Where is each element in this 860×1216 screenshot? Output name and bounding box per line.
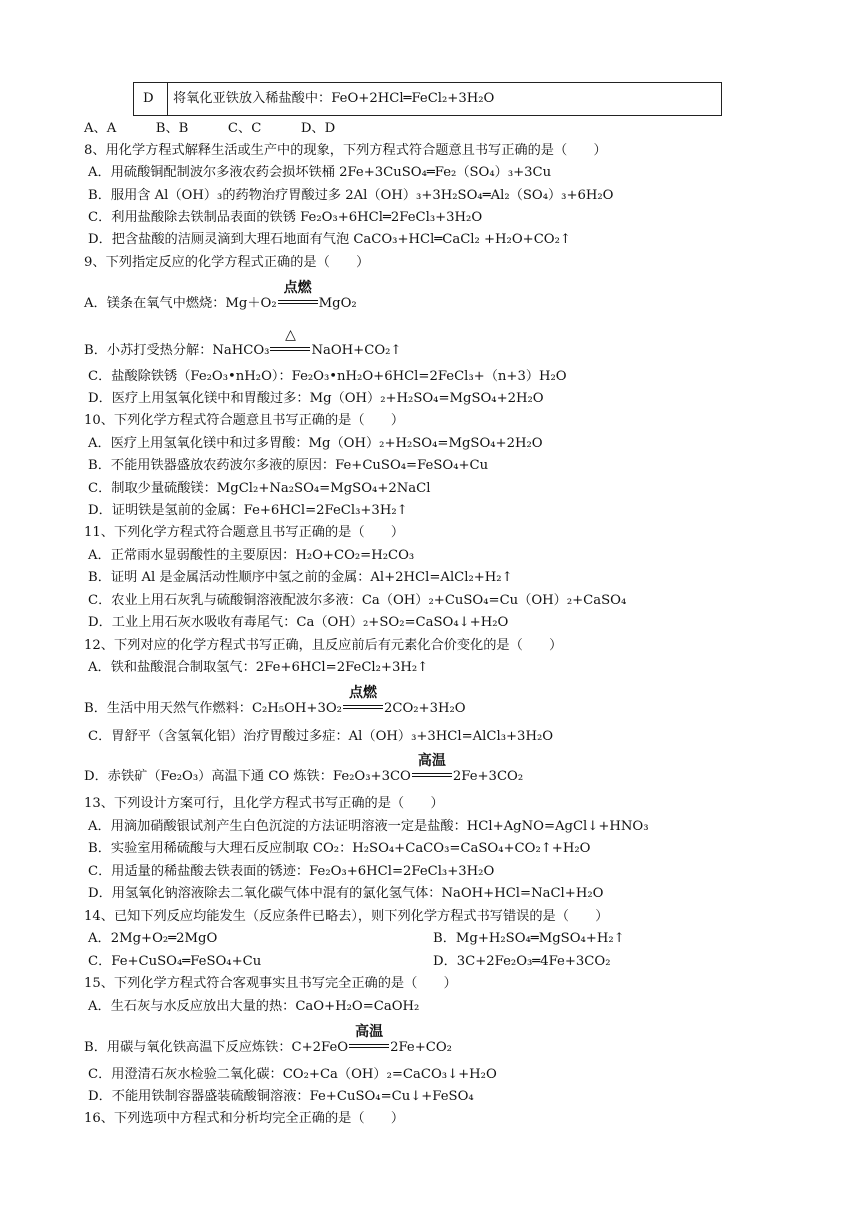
reaction-condition: 点燃 <box>343 697 383 715</box>
question-12-stem: 12、下列对应的化学方程式书写正确，且反应前后有元素化合价变化的是（ ） <box>84 638 563 653</box>
q13-option-d: D．用氢氧化钠溶液除去二氧化碳气体中混有的氯化氢气体：NaOH+HCl=NaCl+H₂O <box>88 886 604 901</box>
equals-sign <box>349 1044 389 1048</box>
q15-option-a: A．生石灰与水反应放出大量的热：CaO+H₂O=CaOH₂ <box>88 999 420 1014</box>
q11-option-c: C．农业上用石灰乳与硫酸铜溶液配波尔多液：Ca（OH）₂+CuSO₄=Cu（OH）₂+CaSO₄ <box>88 593 627 608</box>
q13-option-b: B．实验室用稀硫酸与大理石反应制取 CO₂：H₂SO₄+CaCO₃=CaSO₄+CO₂↑+H₂O <box>88 841 591 856</box>
q13-option-c: C．用适量的稀盐酸去铁表面的锈迹：Fe₂O₃+6HCl=2FeCl₃+3H₂O <box>88 864 495 879</box>
equals-sign <box>278 300 318 304</box>
q8-option-b: B．服用含 Al（OH）₃的药物治疗胃酸过多 2Al（OH）₃+3H₂SO₄═Al₂（SO₄）₃+6H₂O <box>88 188 614 203</box>
equals-sign <box>270 347 310 351</box>
q8-option-d: D．把含盐酸的洁厕灵滴到大理石地面有气泡 CaCO₃+HCl═CaCl₂ +H₂O+CO₂↑ <box>88 232 571 247</box>
q9-option-a: A．镁条在氧气中燃烧：Mg＋O₂ 点燃 MgO₂ <box>84 280 357 311</box>
q14-option-b: B．Mg+H₂SO₄═MgSO₄+H₂↑ <box>433 931 625 946</box>
q12-option-b: B．生活中用天然气作燃料：C₂H₅OH+3O₂ 点燃 2CO₂+3H₂O <box>84 685 466 716</box>
question-8-stem: 8、用化学方程式解释生活或生产中的现象，下列方程式符合题意且书写正确的是（ ） <box>84 143 607 158</box>
q11-option-b: B．证明 Al 是金属活动性顺序中氢之前的金属：Al+2HCl=AlCl₂+H₂↑ <box>88 570 513 585</box>
question-10-stem: 10、下列化学方程式符合题意且书写正确的是（ ） <box>84 413 405 428</box>
q9-option-d: D．医疗上用氢氧化镁中和胃酸过多：Mg（OH）₂+H₂SO₄=MgSO₄+2H₂O <box>88 391 544 406</box>
q15-option-c: C．用澄清石灰水检验二氧化碳：CO₂+Ca（OH）₂=CaCO₃↓+H₂O <box>88 1067 497 1082</box>
q14-option-c: C．Fe+CuSO₄═FeSO₄+Cu <box>88 954 262 969</box>
question-13-stem: 13、下列设计方案可行，且化学方程式书写正确的是（ ） <box>84 796 444 811</box>
question-9-stem: 9、下列指定反应的化学方程式正确的是（ ） <box>84 255 370 270</box>
q12-option-c: C．胃舒平（含氢氧化铝）治疗胃酸过多症：Al（OH）₃+3HCl=AlCl₃+3H₂O <box>88 729 554 744</box>
equals-sign <box>343 705 383 709</box>
question-11-stem: 11、下列化学方程式符合题意且书写正确的是（ ） <box>84 525 405 540</box>
q15-option-d: D．不能用铁制容器盛装硫酸铜溶液：Fe+CuSO₄=Cu↓+FeSO₄ <box>88 1089 474 1104</box>
reaction-condition: 高温 <box>412 765 452 783</box>
question-15-stem: 15、下列化学方程式符合客观事实且书写完全正确的是（ ） <box>84 976 457 991</box>
q11-option-d: D．工业上用石灰水吸收有毒尾气：Ca（OH）₂+SO₂=CaSO₄↓+H₂O <box>88 615 509 630</box>
q15-option-b: B．用碳与氧化铁高温下反应炼铁：C+2FeO 高温 2Fe+CO₂ <box>84 1024 452 1055</box>
q12-option-a: A．铁和盐酸混合制取氢气：2Fe+6HCl=2FeCl₂+3H₂↑ <box>88 660 429 675</box>
answer-table-row-d <box>133 82 722 116</box>
q9-option-b: B．小苏打受热分解：NaHCO₃ △ NaOH+CO₂↑ <box>84 327 402 358</box>
q10-option-a: A．医疗上用氢氧化镁中和过多胃酸：Mg（OH）₂+H₂SO₄=MgSO₄+2H₂O <box>88 436 543 451</box>
q9-option-c: C．盐酸除铁锈（Fe₂O₃•nH₂O）：Fe₂O₃•nH₂O+6HCl=2FeCl₃+（n+3）H₂O <box>88 369 567 384</box>
reaction-condition: △ <box>270 339 310 357</box>
answer-options: A、A B、B C、C D、D <box>84 121 336 136</box>
q8-option-a: A．用硫酸铜配制波尔多液农药会损坏铁桶 2Fe+3CuSO₄═Fe₂（SO₄）₃+3Cu <box>88 165 552 180</box>
q12-option-d: D．赤铁矿（Fe₂O₃）高温下通 CO 炼铁：Fe₂O₃+3CO 高温 2Fe+3CO₂ <box>84 753 524 784</box>
q14-option-d: D．3C+2Fe₂O₃═4Fe+3CO₂ <box>433 954 611 969</box>
q10-option-c: C．制取少量硫酸镁：MgCl₂+Na₂SO₄=MgSO₄+2NaCl <box>88 481 431 496</box>
q13-option-a: A．用滴加硝酸银试剂产生白色沉淀的方法证明溶液一定是盐酸：HCl+AgNO=AgCl↓+HNO₃ <box>88 819 649 834</box>
q10-option-b: B．不能用铁器盛放农药波尔多液的原因：Fe+CuSO₄=FeSO₄+Cu <box>88 458 489 473</box>
reaction-condition: 点燃 <box>278 292 318 310</box>
q14-option-a: A．2Mg+O₂═2MgO <box>88 931 218 946</box>
table-cell-label: D <box>134 83 168 115</box>
q8-option-c: C．利用盐酸除去铁制品表面的铁锈 Fe₂O₃+6HCl═2FeCl₃+3H₂O <box>88 210 483 225</box>
table-cell-text: 将氧化亚铁放入稀盐酸中：FeO+2HCl═FeCl₂+3H₂O <box>173 91 495 106</box>
q10-option-d: D．证明铁是氢前的金属：Fe+6HCl=2FeCl₃+3H₂↑ <box>88 503 408 518</box>
question-16-stem: 16、下列选项中方程式和分析均完全正确的是（ ） <box>84 1111 405 1126</box>
q11-option-a: A．正常雨水显弱酸性的主要原因：H₂O+CO₂=H₂CO₃ <box>88 548 415 563</box>
question-14-stem: 14、已知下列反应均能发生（反应条件已略去），则下列化学方程式书写错误的是（ ） <box>84 909 609 924</box>
reaction-condition: 高温 <box>349 1036 389 1054</box>
equals-sign <box>412 773 452 777</box>
